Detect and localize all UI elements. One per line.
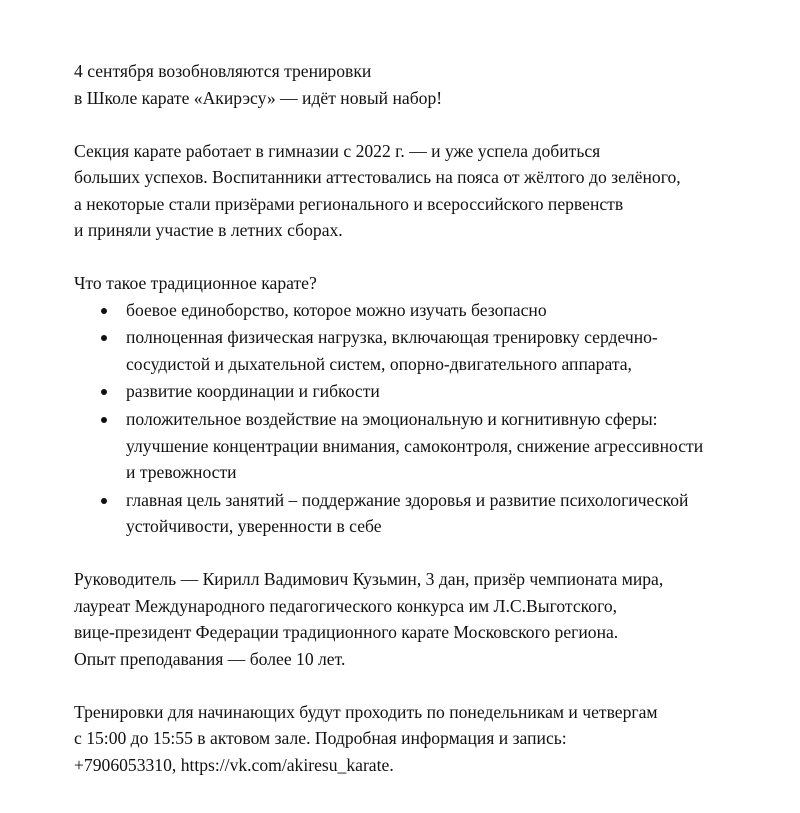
list-item-line: развитие координации и гибкости bbox=[126, 381, 380, 402]
leader-line: вице-президент Федерации традиционного карате Московского региона. bbox=[74, 622, 619, 643]
document-body bbox=[74, 58, 764, 778]
list-item-line: устойчивости, уверенности в себе bbox=[126, 516, 382, 537]
list-item bbox=[74, 324, 764, 377]
schedule-paragraph bbox=[74, 699, 764, 779]
list-item-line: полноценная физическая нагрузка, включающая тренировку сердечно- bbox=[126, 327, 658, 348]
leader-paragraph bbox=[74, 566, 764, 672]
announcement-line: в Школе карате «Акирэсу» — идёт новый набор! bbox=[74, 87, 443, 108]
list-item bbox=[74, 378, 764, 405]
list-item-line: сосудистой и дыхательной систем, опорно-двигательного аппарата, bbox=[126, 353, 632, 374]
schedule-line: с 15:00 до 15:55 в актовом зале. Подробная информация и запись: bbox=[74, 728, 567, 749]
list-item-line: главная цель занятий – поддержание здоровья и развитие психологической bbox=[126, 489, 689, 510]
announcement-paragraph bbox=[74, 58, 764, 111]
leader-line: лауреат Международного педагогического конкурса им Л.С.Выготского, bbox=[74, 595, 618, 616]
bullet-icon bbox=[101, 417, 107, 423]
list-item bbox=[74, 487, 764, 540]
schedule-line: Тренировки для начинающих будут проходить по понедельникам и четвергам bbox=[74, 701, 658, 722]
bullet-icon bbox=[101, 498, 107, 504]
about-paragraph bbox=[74, 138, 764, 244]
list-item bbox=[74, 406, 764, 486]
about-line: Секция карате работает в гимназии с 2022 г. — и уже успела добиться bbox=[74, 140, 601, 161]
bullet-icon bbox=[101, 335, 107, 341]
leader-line: Опыт преподавания — более 10 лет. bbox=[74, 648, 346, 669]
leader-line: Руководитель — Кирилл Вадимович Кузьмин, 3 дан, призёр чемпионата мира, bbox=[74, 569, 664, 590]
list-item-line: и тревожности bbox=[126, 462, 237, 483]
about-line: больших успехов. Воспитанники аттестовались на пояса от жёлтого до зелёного, bbox=[74, 167, 681, 187]
announcement-line: 4 сентября возобновляются тренировки bbox=[74, 61, 372, 81]
list-item-line: улучшение концентрации внимания, самоконтроля, снижение агрессивности bbox=[126, 435, 704, 456]
list-item-line: положительное воздействие на эмоциональную и когнитивную сферы: bbox=[126, 409, 658, 430]
about-line: и приняли участие в летних сборах. bbox=[74, 220, 343, 240]
about-line: а некоторые стали призёрами регионального и всероссийского первенств bbox=[74, 193, 624, 214]
bullet-icon bbox=[101, 308, 107, 314]
karate-benefits-list bbox=[74, 297, 764, 540]
bullet-icon bbox=[101, 389, 107, 395]
schedule-contact-line: +7906053310, https://vk.com/akiresu_karate. bbox=[74, 754, 394, 775]
list-item-line: боевое единоборство, которое можно изучать безопасно bbox=[126, 299, 547, 320]
list-item bbox=[74, 297, 764, 324]
what-is-question: Что такое традиционное карате? bbox=[74, 273, 317, 293]
